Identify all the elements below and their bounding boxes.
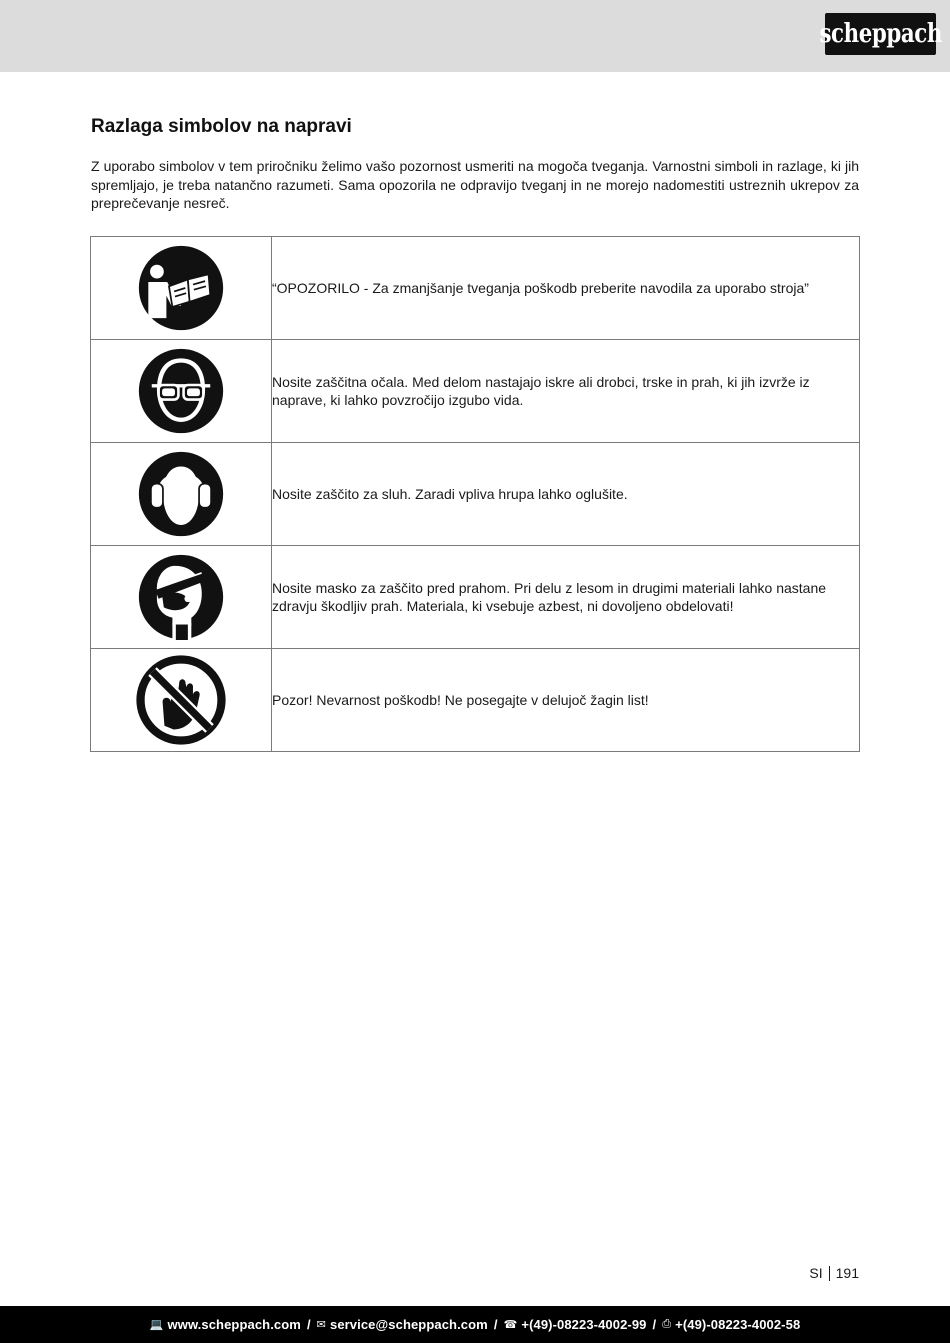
header-band — [0, 0, 950, 72]
read-manual-icon — [138, 245, 224, 331]
icon-cell — [91, 237, 272, 340]
icon-cell — [91, 649, 272, 752]
table-row — [91, 546, 860, 649]
symbol-description: “OPOZORILO - Za zmanjšanje tveganja poškodb preberite navodila za uporabo stroja” — [272, 237, 860, 340]
scheppach-logo — [819, 13, 942, 55]
fax-icon: ⎙ — [662, 1318, 672, 1330]
table-row — [91, 649, 860, 752]
email-icon: ✉ — [316, 1319, 326, 1331]
symbols-table — [90, 236, 860, 752]
symbol-description: Nosite zaščito za sluh. Zaradi vpliva hrupa lahko oglušite. — [272, 443, 860, 546]
symbol-description: Nosite zaščitna očala. Med delom nastajajo iskre ali drobci, trske in prah, ki jih izvrže iz naprave, ki lahko povzročijo izgubo vida. — [272, 340, 860, 443]
footer-fax: +(49)-08223-4002-58 — [675, 1317, 801, 1332]
page-number-value: 191 — [835, 1265, 859, 1281]
logo-text: scheppach — [819, 19, 942, 49]
icon-cell — [91, 443, 272, 546]
phone-icon: ☎ — [503, 1319, 518, 1331]
footer-separator: / — [306, 1317, 311, 1332]
symbol-description: Pozor! Nevarnost poškodb! Ne posegajte v delujoč žagin list! — [272, 649, 860, 752]
table-row — [91, 340, 860, 443]
footer-email[interactable]: service@scheppach.com — [329, 1317, 488, 1332]
computer-icon: 💻 — [149, 1319, 164, 1331]
safety-goggles-icon — [138, 348, 224, 434]
symbol-description: Nosite masko za zaščito pred prahom. Pri delu z lesom in drugimi materiali lahko nastane zdravju škodljiv prah. Materiala, ki vsebuje azbest, ni dovoljeno obdelovati! — [272, 546, 860, 649]
ear-protection-icon — [138, 451, 224, 537]
footer-separator: / — [493, 1317, 498, 1332]
intro-paragraph: Z uporabo simbolov v tem priročniku želimo vašo pozornost usmeriti na mogoča tveganja. Varnostni simboli in razlage, ki jih spremljajo, je treba natančno razumeti. Sama opozorila ne odpravijo tveganj in ne morejo nadomestiti ustreznih ukrepov za preprečevanje nesreč. — [91, 158, 859, 211]
no-hands-icon — [135, 654, 227, 746]
icon-cell — [91, 546, 272, 649]
footer-phone: +(49)-08223-4002-99 — [521, 1317, 647, 1332]
page-number-divider — [829, 1266, 830, 1281]
footer-web[interactable]: www.scheppach.com — [167, 1317, 301, 1332]
footer-contact-bar — [0, 1306, 950, 1343]
page-number — [809, 1265, 859, 1281]
table-row — [91, 443, 860, 546]
page-section: SI — [809, 1265, 823, 1281]
page-title: Razlaga simbolov na napravi — [91, 116, 352, 137]
dust-mask-icon — [138, 554, 224, 640]
icon-cell — [91, 340, 272, 443]
footer-separator: / — [652, 1317, 657, 1332]
table-row — [91, 237, 860, 340]
